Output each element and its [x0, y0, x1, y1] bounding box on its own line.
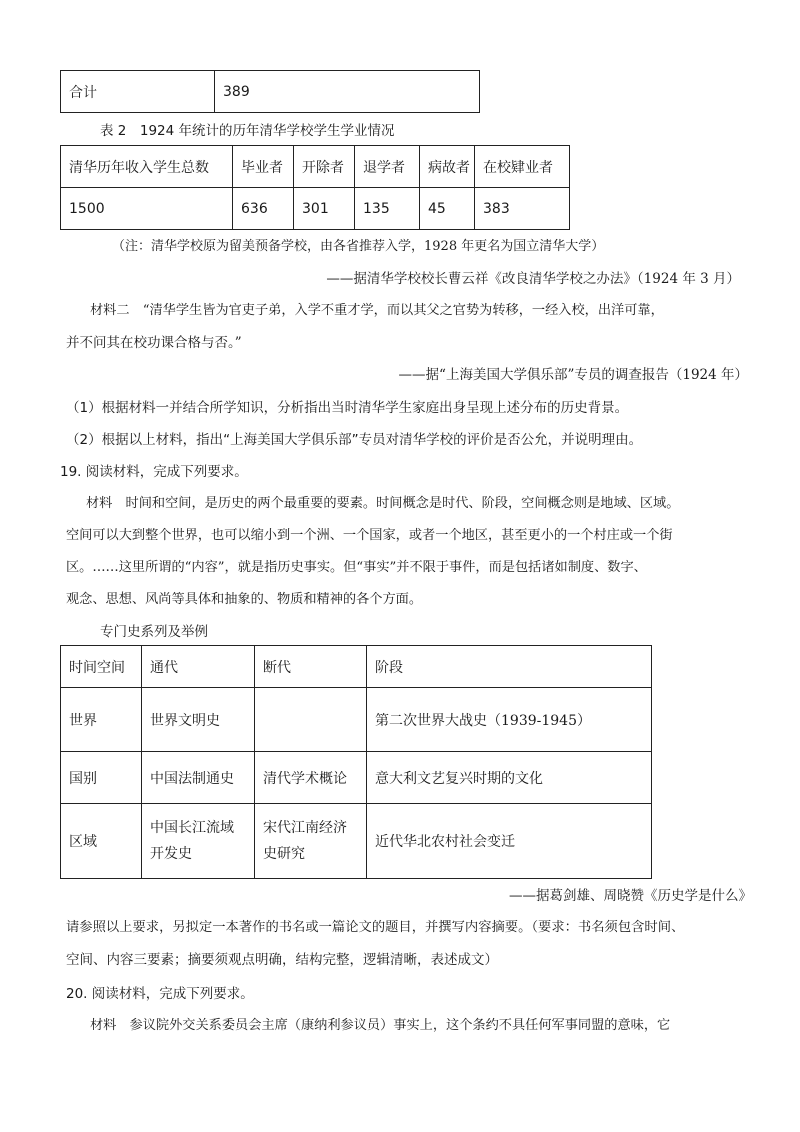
- space-world: 世界: [61, 688, 142, 752]
- header-expelled: 开除者: [294, 146, 355, 188]
- q19-material-line2: 空间可以大到整个世界，也可以缩小到一个洲、一个国家，或者一个地区，甚至更小的一个村庄或一个街: [66, 528, 673, 543]
- question18-part1: （1）根据材料一并结合所学知识，分析指出当时清华学生家庭出身呈现上述分布的历史背景。: [66, 400, 629, 416]
- cell-graduates: 636: [233, 188, 294, 230]
- q19-material-line3: 区。……这里所谓的“内容”，就是指历史事实。但“事实”并不限于事件，而是包括诸如制度、数字、: [66, 560, 647, 575]
- header-duandai: 断代: [255, 646, 367, 688]
- q20-material-line1: 材料 参议院外交关系委员会主席（康纳利参议员）事实上，这个条约不具任何军事同盟的意味，它: [90, 1018, 671, 1033]
- tongdai-region-line2: 开发史: [150, 846, 192, 862]
- duandai-region: [255, 804, 367, 879]
- jieduan-country: 意大利文艺复兴时期的文化: [367, 752, 652, 804]
- header-time-space: 时间空间: [61, 646, 142, 688]
- header-total-admitted: 清华历年收入学生总数: [61, 146, 233, 188]
- q19-material-line4: 观念、思想、风尚等具体和抽象的、物质和精神的各个方面。: [66, 592, 423, 607]
- space-country: 国别: [61, 752, 142, 804]
- total-table: [60, 70, 480, 113]
- header-withdrawn: 退学者: [355, 146, 420, 188]
- question19-title: 19. 阅读材料，完成下列要求。: [60, 464, 248, 480]
- enrollment-data-row: [61, 188, 570, 230]
- table-note: （注：清华学校原为留美预备学校，由各省推荐入学，1928 年更名为国立清华大学）: [112, 239, 605, 254]
- enrollment-table: [60, 145, 570, 230]
- total-label: 合计: [61, 71, 215, 113]
- material2-line1: 材料二 “清华学生皆为官吏子弟，入学不重才学，而以其父之官势为转移，一经入校，出洋可靠，: [90, 303, 664, 318]
- q19-requirement-line1: 请参照以上要求，另拟定一本著作的书名或一篇论文的题目，并撰写内容摘要。（要求：书名须包含时间、: [66, 920, 685, 935]
- specialized-history-caption: 专门史系列及举例: [100, 624, 208, 640]
- jieduan-region: 近代华北农村社会变迁: [367, 804, 652, 879]
- space-region: 区域: [61, 804, 142, 879]
- header-graduates: 毕业者: [233, 146, 294, 188]
- duandai-world-empty: [255, 688, 367, 752]
- total-value: 389: [215, 71, 480, 113]
- cell-deceased: 45: [420, 188, 475, 230]
- duandai-region-line1: 宋代江南经济: [263, 820, 347, 836]
- jieduan-world: 第二次世界大战史（1939-1945）: [367, 688, 652, 752]
- source-ge-jianxiong: ——据葛剑雄、周晓赞《历史学是什么》: [509, 888, 752, 904]
- duandai-region-line2: 史研究: [263, 846, 305, 862]
- duandai-country: 清代学术概论: [255, 752, 367, 804]
- spec-row-country: [61, 752, 652, 804]
- question20-title: 20. 阅读材料，完成下列要求。: [66, 986, 254, 1002]
- tongdai-region: [142, 804, 255, 879]
- cell-withdrawn: 135: [355, 188, 420, 230]
- q19-requirement-line2: 空间、内容三要素；摘要须观点明确，结构完整，逻辑清晰，表述成文）: [66, 952, 498, 968]
- q19-material-line1: 材料 时间和空间，是历史的两个最重要的要素。时间概念是时代、阶段，空间概念则是地域、区域。: [86, 496, 680, 511]
- spec-header-row: [61, 646, 652, 688]
- tongdai-country: 中国法制通史: [142, 752, 255, 804]
- tongdai-region-line1: 中国长江流域: [150, 820, 234, 836]
- material2-source: ——据“上海美国大学俱乐部”专员的调查报告（1924 年）: [398, 367, 748, 383]
- tongdai-world: 世界文明史: [142, 688, 255, 752]
- question18-part2: （2）根据以上材料，指出“上海美国大学俱乐部”专员对清华学校的评价是否公允，并说明理由。: [66, 432, 643, 448]
- cell-expelled: 301: [294, 188, 355, 230]
- table2-caption: 表 2 1924 年统计的历年清华学校学生学业情况: [100, 123, 395, 139]
- source-cao-yunxiang: ——据清华学校校长曹云祥《改良清华学校之办法》（1924 年 3 月）: [326, 271, 740, 287]
- cell-total-admitted: 1500: [61, 188, 233, 230]
- specialized-history-table: [60, 645, 652, 879]
- spec-row-world: [61, 688, 652, 752]
- header-enrolled: 在校肄业者: [475, 146, 570, 188]
- cell-enrolled: 383: [475, 188, 570, 230]
- spec-row-region: [61, 804, 652, 879]
- enrollment-header-row: [61, 146, 570, 188]
- material2-line2: 并不问其在校功课合格与否。”: [66, 335, 242, 351]
- header-deceased: 病故者: [420, 146, 475, 188]
- header-jieduan: 阶段: [367, 646, 652, 688]
- header-tongdai: 通代: [142, 646, 255, 688]
